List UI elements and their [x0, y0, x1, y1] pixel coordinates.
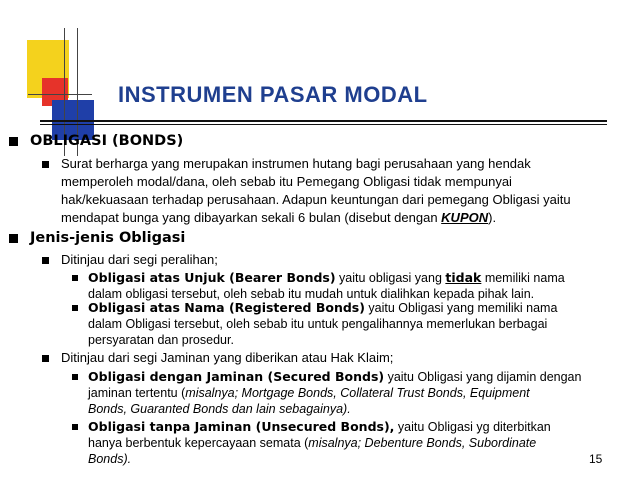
title-underline: [40, 120, 607, 122]
bearer-title: Obligasi atas Unjuk (Bearer Bonds): [88, 270, 336, 285]
deco-horizontal-line: [28, 94, 92, 95]
obligasi-heading: OBLIGASI (BONDS): [30, 133, 184, 149]
secured-line2-text: jaminan tertentu (: [88, 386, 186, 400]
bullet-icon: [72, 305, 78, 311]
bullet-icon: [72, 424, 78, 430]
bearer-text-a: yaitu obligasi yang: [335, 271, 446, 285]
secured-title: Obligasi dengan Jaminan (Secured Bonds): [88, 369, 385, 384]
obligasi-desc-line1: Surat berharga yang merupakan instrumen hutang bagi perusahaan yang hendak: [61, 156, 531, 171]
bullet-icon: [72, 374, 78, 380]
desc-line4-end: ).: [488, 210, 497, 225]
obligasi-desc-line4: [61, 209, 496, 227]
page-number: 15: [589, 452, 603, 466]
unsecured-title: Obligasi tanpa Jaminan (Unsecured Bonds),: [88, 419, 395, 434]
unsecured-line3: Bonds).: [88, 452, 132, 466]
slide-title: INSTRUMEN PASAR MODAL: [118, 82, 428, 107]
unsecured-line2: [88, 434, 536, 452]
tidak-term: tidak: [445, 270, 482, 285]
title-underline-thin: [40, 124, 607, 125]
unsecured-line2-text: hanya berbentuk kepercayaan semata (: [88, 436, 309, 450]
registered-line2: dalam Obligasi tersebut, oleh sebab itu untuk pengalihannya memerlukan berbagai: [88, 317, 548, 331]
registered-text-a: yaitu Obligasi yang memiliki nama: [364, 301, 558, 315]
bullet-icon: [42, 161, 49, 168]
kupon-term: KUPON: [441, 210, 489, 225]
obligasi-desc-line3: hak/kekuasaan terhadap perusahaan. Adapun keuntungan dari pemegang Obligasi yaitu: [61, 192, 571, 207]
unsecured-examples: misalnya; Debenture Bonds, Subordinate: [308, 436, 537, 450]
secured-line3: Bonds, Guaranted Bonds dan lain sebagainya).: [88, 402, 351, 416]
bullet-icon: [42, 257, 49, 264]
bullet-icon: [42, 355, 49, 362]
jenis-heading: Jenis-jenis Obligasi: [30, 230, 186, 246]
obligasi-desc-line2: memperoleh modal/dana, oleh sebab itu Pemegang Obligasi tidak mempunyai: [61, 174, 512, 189]
registered-title: Obligasi atas Nama (Registered Bonds): [88, 300, 365, 315]
bullet-icon: [9, 137, 18, 146]
bullet-icon: [72, 275, 78, 281]
jaminan-label: Ditinjau dari segi Jaminan yang diberikan atau Hak Klaim;: [61, 350, 394, 365]
secured-examples: misalnya; Mortgage Bonds, Collateral Trust Bonds, Equipment: [185, 386, 530, 400]
registered-line3: persyaratan dan prosedur.: [88, 333, 234, 347]
bearer-line2: dalam obligasi tersebut, oleh sebab itu mudah untuk dialihkan kepada pihak lain.: [88, 287, 535, 301]
unsecured-text-a: yaitu Obligasi yg diterbitkan: [394, 420, 551, 434]
peralihan-label: Ditinjau dari segi peralihan;: [61, 252, 218, 267]
bearer-text-b: memiliki nama: [481, 271, 565, 285]
desc-line4-text: mendapat bunga yang dibayarkan sekali 6 bulan (disebut dengan: [61, 210, 442, 225]
secured-text-a: yaitu Obligasi yang dijamin dengan: [384, 370, 582, 384]
bullet-icon: [9, 234, 18, 243]
